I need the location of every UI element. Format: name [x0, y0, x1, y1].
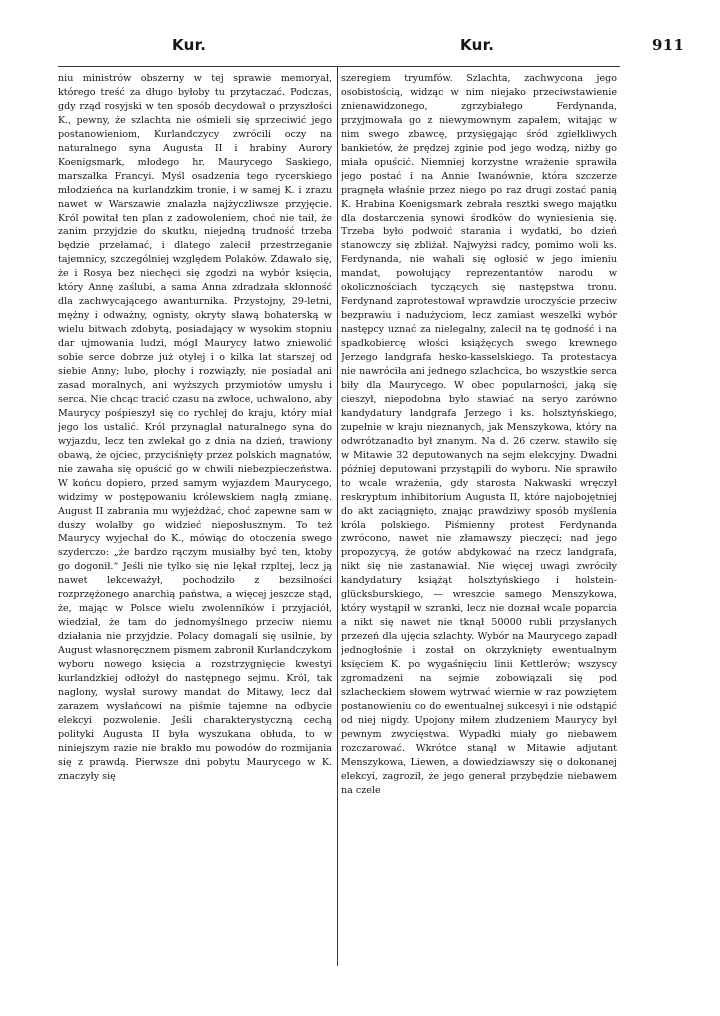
header-rule-right — [337, 66, 620, 67]
column-right-text: szeregiem tryumfów. Szlachta, zachwycona jego osobistością, widząc w nim niejako przeciwstawienie znienawidzonego, zgrzybiałego Ferdynanda, przyjmowała go z niewymownym zapałem, witając w nim swego zbawcę, przysięgając śród zgiełkliwych bankietów, że prędzej zginie pod jego wodzą, niżby go miała opuścić. Niemniej korzystne wrażenie sprawiła jego postać i na Annie Iwanównie, która szczerze pragnęła właśnie przez niego po raz drugi zostać panią K. Hrabina Koenigsmark zebrała resztki swego majątku dla dostarczenia synowi środków do wyniesienia się. Trzeba było podwoić starania i wydatki, bo dzień stanowczy się zbliżał. Najwyżsi radcy, pomimo woli ks. Ferdynanda, nie wahali się ogłosić w jego imieniu mandat, powołujący reprezentantów narodu w okolicznościach tyczących się następstwa tronu. Ferdynand zaprotestował wprawdzie uroczyście przeciw bezprawiu i nadużyciom, lecz zamiast weszelki wybór następcy uznać za nielegalny, zalecił na tę godność i na spadkobiercę włości książęcych swego krewnego Jerzego landgrafa hesko-kasselskiego. Ta protestacya nie nawróciła ani jednego szlachcica, bo wszystkie serca biły dla Maurycego. W obec popularności, jaką się cieszył, niepodobna było stawiać na seryo zarówno kandydatury landgrafa Jerzego i ks. holsztyńskiego, zupełnie w kraju nieznanych, jak Menszykowa, który na odwrótzanadto był znanym. Na d. 26 czerw. stawiło się w Mitawie 32 deputowanych na sejm elekcyjny. Dwadni później deputowani przystąpili do wyboru. Nie sprawiło to wcale wrażenia, gdy starosta Nakwaski wręczył reskryptum inhibitorium Augusta II, które najobojętniej do akt zaciągnięto, znając prawdziwy sposób myślenia króla polskiego. Piśmienny protest Ferdynanda zwrócono, nawet nie złamawszy pieczęci; nad jego propozycyą, że gotów abdykować na rzecz landgrafa, nikt się nie zastanawiał. Nie więcej uwagi zwróciły kandydatury książąt holsztyńskiego i holstein-glücksburskiego, — wreszcie samego Menszykowa, który wystąpił w szranki, lecz nie dozнał wcale poparcia a nikt się nawet nie tknął 50000 rubli przysłanych przezeń dla ujęcia szlachty. Wybór na Maurycego zapadł jednogłośnie i został on okrzyknięty ewentualnym księciem K. po wygaśnięciu linii Kettlerów; wszyscy zgromadzeni na sejmie zobowiązali się pod szlacheckiem słowem wytrwać wiernie w raz powziętem postanowieniu co do ewentualnej sukcesyi i nie odstąpić od niej nigdy. Upojony miłem złudzeniem Maurycy był pewnym zwycięstwa. Wypadki miały go niebawem rozczarować. Wkrótce stanął w Mitawie adjutant Menszykowa, Liewen, a dowiedziawszy się o dokonanej elekcyi, zagroził, że jego generał przybędzie niebawem na czele — [341, 73, 617, 796]
page-number: 911 — [652, 36, 685, 54]
running-head-right: Kur. — [460, 36, 495, 54]
column-left-text: niu ministrów obszerny w tej sprawie memoryał, którego treść za długo byłoby tu przytaczać. Podczas, gdy rząd rosyjski w ten sposób decydował o przyszłości K., pewny, że szlachta nie ośmieli się sprzeciwić jego postanowieniom, Kurlandczycy zwrócili oczy na naturalnego syna Augusta II i hrabiny Aurory Koenigsmark, młodego hr. Maurycego Saskiego, marszałka Francyi. Myśl osadzenia tego rycerskiego młodzieńca na kurlandzkim tronie, i w samej K. i zrazu nawet w Warszawie znalazła najżyczliwsze przyjęcie. Król powitał ten plan z zadowoleniem, choć nie taił, że zanim przyjdzie do skutku, niejedną trudność trzeba będzie przełamać, i dlatego zalecił przestrzeganie tajemnicy, szczególniej względem Polaków. Zdawało się, że i Rosya bez niechęci się zgodzi na wybór księcia, który Annę zaślubi, a sama Anna zdradzała skłonność dla zachwycającego awanturnika. Przystojny, 29-letni, mężny i odważny, ognisty, okryty sławą bohaterską w wielu bitwach zdobytą, posiadający w wysokim stopniu dar ujmowania ludzi, mógł Maurycy łatwo zniewolić sobie serce dobrze już otyłej i o kilka lat starszej od siebie Anny; lubo, płochy i rozwiązły, nie posiadał ani zasad moralnych, ani wyższych przymiotów umysłu i serca. Nie chcąc tracić czasu na zwłoce, uchwalono, aby Maurycy pośpieszył się co rychlej do kraju, który miał jego los ustalić. Król przynaglał naturalnego syna do wyjazdu, lecz ten zwlekał go z dnia na dzień, trawiony obawą, że ojciec, przyciśnięty przez polskich magnatów, nie zawaha się opuścić go w chwili niebezpieczeństwa. W końcu dopiero, przed samym wyjazdem Maurycego, widzimy w postępowaniu królewskiem nagłą zmianę. August II zabrania mu wyjeżdżać, choć zapewne sam w duszy wolałby go widzieć nieposłusznym. To też Maurycy wyjechał do K., mówiąc do otoczenia swego szyderczo: „że bardzo rączym musiałby być ten, ktoby go dogonił.“ Jeśli nie tylko się nie lękał rzpltej, lecz ją nawet lekceważył, pochodziło z bezsilności rozprzężonego anarchią państwa, a więcej jeszcze stąd, że, mając w Polsce wielu zwolenników i przyjaciół, wiedział, że tam do jednomyślnego przeciw niemu działania nie przyjdzie. Polacy domagali się usilnie, by August własnoręcznem pismem zabronił Kurlandczykom wyboru nowego księcia a rozstrzygnięcie kwestyi kurlandzkiej odłożył do następnego sejmu. Król, tak naglony, wysłał surowy mandat do Mitawy, lecz dał zarazem wysłańcowi na piśmie tajemne na odbycie elekcyi pozwolenie. Jeśli charakterystyczną cechą polityki Augusta II była wyszukana obłuda, to w niniejszym razie nie brakło mu powodów do rozmijania się z prawdą. Pierwsze dni pobytu Maurycego w K. znaczyły się — [58, 73, 332, 782]
header-rule-left — [58, 66, 337, 67]
text-column-left — [58, 72, 332, 962]
text-column-right — [341, 72, 617, 962]
running-head-left: Kur. — [172, 36, 207, 54]
column-divider — [337, 66, 338, 966]
